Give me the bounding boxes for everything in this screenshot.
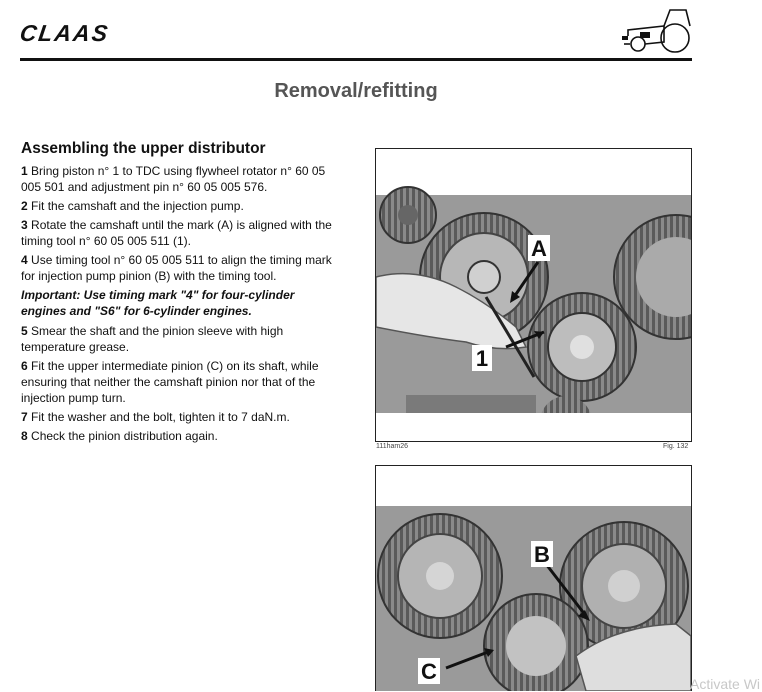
timing-gears-photo [376,177,691,439]
step-4 [21,252,341,284]
figure-code: 111ham26 [376,443,409,450]
tractor-icon [620,6,694,56]
step-number: 7 [21,410,28,424]
step-number: 8 [21,429,28,443]
step-text: Fit the upper intermediate pinion (C) on its shaft, while ensuring that neither the camshaft pinion nor that of the injection pump turn. [21,359,319,405]
step-8 [21,428,341,444]
step-number: 6 [21,359,28,373]
step-text: Smear the shaft and the pinion sleeve with high temperature grease. [21,324,284,354]
step-7 [21,409,341,425]
label-1: 1 [475,346,489,371]
procedure-heading: Assembling the upper distributor [21,140,266,157]
step-text: Fit the camshaft and the injection pump. [31,199,244,213]
step-text: Rotate the camshaft until the mark (A) is aligned with the timing tool n° 60 05 005 511 (1). [21,218,332,248]
step-5 [21,323,341,355]
step-number: 3 [21,218,28,232]
label-c: C [421,659,437,684]
figure-133 [375,465,692,691]
activation-watermark: Activate Wi [690,676,761,692]
step-number: 5 [21,324,28,338]
section-title: Removal/refitting [274,80,438,102]
step-text: Use timing tool n° 60 05 005 511 to align the timing mark for injection pump pinion (B) with the timing tool. [21,253,332,283]
claas-logo: CLAAS [18,20,112,46]
step-2 [21,198,341,214]
header-rule [20,58,692,61]
step-3 [21,217,341,249]
step-6 [21,358,341,406]
important-note: Important: Use timing mark "4" for four-cylinder engines and "S6" for 6-cylinder engines. [21,288,295,318]
label-a: A [531,236,547,261]
step-number: 1 [21,164,28,178]
figure-132 [375,148,692,442]
step-text: Check the pinion distribution again. [31,429,218,443]
label-b: B [534,542,550,567]
pinion-alignment-photo [376,506,691,691]
figure-number: Fig. 132 [663,443,689,450]
step-1 [21,163,341,195]
step-number: 4 [21,253,28,267]
step-number: 2 [21,199,28,213]
step-text: Bring piston n° 1 to TDC using flywheel rotator n° 60 05 005 501 and adjustment pin n° 60 05 005 576. [21,164,326,194]
procedure-steps [21,163,341,447]
step-text: Fit the washer and the bolt, tighten it to 7 daN.m. [31,410,290,424]
